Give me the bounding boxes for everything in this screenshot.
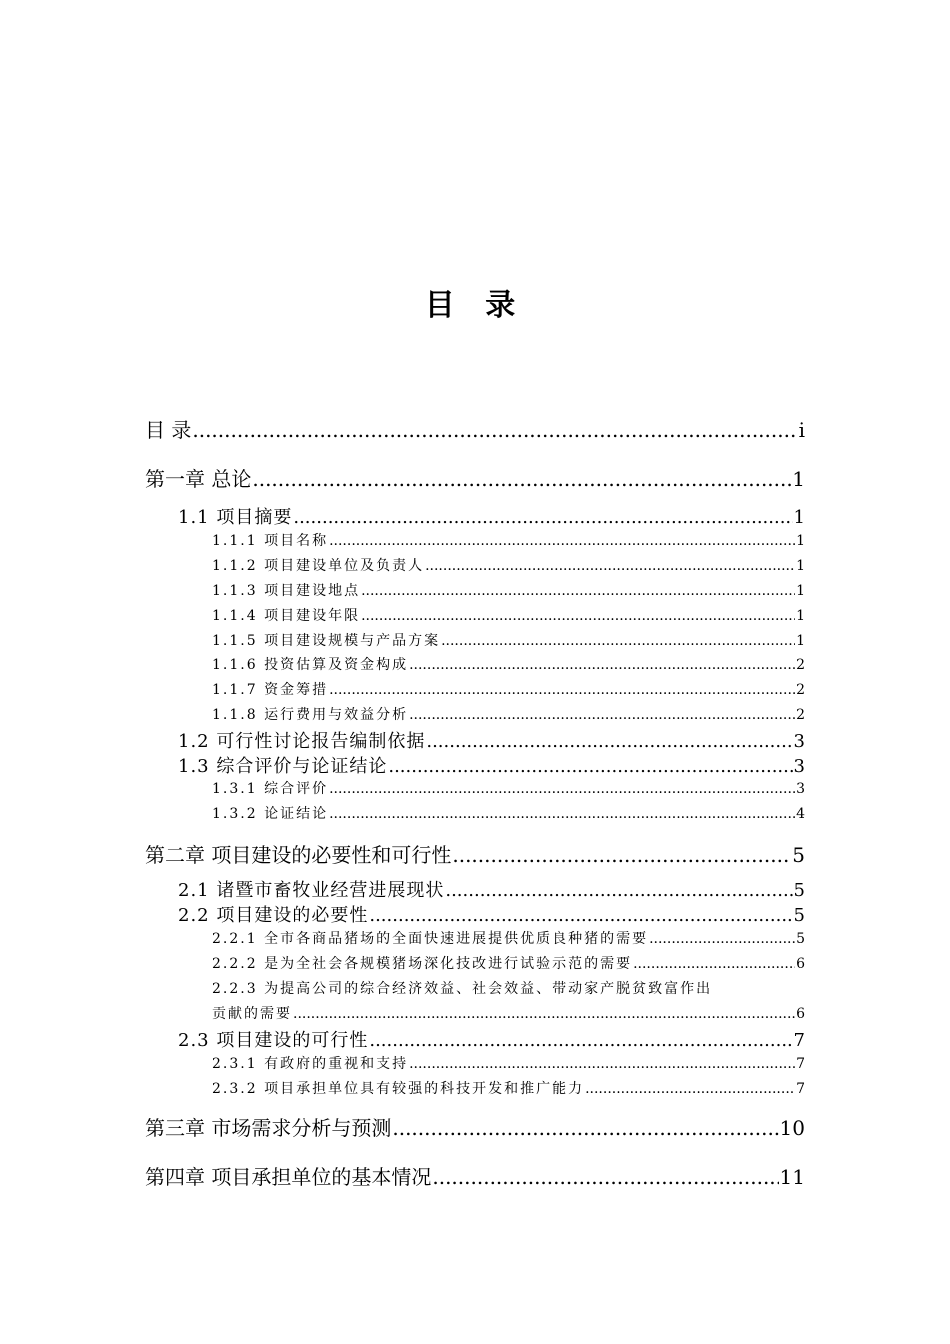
toc-entry[interactable] <box>145 839 805 868</box>
toc-entry-page: 5 <box>796 931 805 947</box>
toc-entry-page: 1 <box>796 583 805 599</box>
toc-title: 目 录 <box>424 288 526 323</box>
toc-entry[interactable] <box>178 876 805 902</box>
toc-entry[interactable] <box>145 463 805 492</box>
toc-entry-label: 第一章 总论 <box>145 467 252 491</box>
toc-entry-label: 2.3.2 项目承担单位具有较强的科技开发和推广能力 <box>212 1081 585 1097</box>
toc-entry[interactable] <box>212 580 805 600</box>
toc-leader-dots <box>361 583 795 599</box>
toc-leader-dots <box>329 781 795 797</box>
toc-leader-dots <box>329 806 795 822</box>
toc-entry[interactable] <box>212 928 805 948</box>
toc-entry[interactable] <box>212 803 805 823</box>
toc-entry-page: 5 <box>792 843 805 867</box>
toc-entry[interactable] <box>212 704 805 724</box>
toc-leader-dots <box>432 1165 778 1189</box>
toc-entry-label: 1.1.2 项目建设单位及负责人 <box>212 558 425 574</box>
toc-entry-page: 1 <box>796 633 805 649</box>
toc-leader-dots <box>409 657 795 673</box>
toc-entry-page: 3 <box>796 781 805 797</box>
toc-entry[interactable] <box>212 679 805 699</box>
toc-entry[interactable] <box>212 530 805 550</box>
toc-entry[interactable] <box>212 1003 805 1023</box>
toc-leader-dots <box>293 507 792 528</box>
toc-leader-dots <box>361 608 795 624</box>
toc-leader-dots <box>585 1081 795 1097</box>
toc-leader-dots <box>409 1056 795 1072</box>
toc-entry-label: 1.3 综合评价与论证结论 <box>178 756 388 777</box>
toc-entry-label: 第四章 项目承担单位的基本情况 <box>145 1165 432 1189</box>
toc-entry[interactable] <box>212 778 805 798</box>
toc-entry-page: 10 <box>779 1116 805 1140</box>
toc-entry[interactable] <box>178 727 805 753</box>
toc-leader-dots <box>329 682 795 698</box>
toc-entry-label: 1.3.1 综合评价 <box>212 781 329 797</box>
toc-entry-page: 1 <box>793 507 805 528</box>
toc-entry-page: 7 <box>796 1081 805 1097</box>
toc-leader-dots <box>425 558 795 574</box>
toc-leader-dots <box>426 731 792 752</box>
toc-leader-dots <box>452 843 791 867</box>
toc-entry-page: 5 <box>793 905 805 926</box>
toc-entry-page: 1 <box>796 533 805 549</box>
toc-entry-label: 目 录 <box>145 418 192 442</box>
toc-entry[interactable] <box>212 654 805 674</box>
toc-entry[interactable] <box>212 1078 805 1098</box>
toc-entry[interactable] <box>178 752 805 778</box>
toc-entry-page: 1 <box>796 608 805 624</box>
toc-leader-dots <box>633 956 795 972</box>
toc-entry-page: 4 <box>796 806 805 822</box>
toc-entry-page: 7 <box>796 1056 805 1072</box>
toc-leader-dots <box>649 931 795 947</box>
toc-entry[interactable] <box>145 1161 805 1190</box>
toc-leader-dots <box>388 756 792 777</box>
toc-entry-page: 3 <box>793 756 805 777</box>
toc-entry[interactable] <box>212 953 805 973</box>
toc-leader-dots <box>445 880 792 901</box>
toc-leader-dots <box>192 418 797 442</box>
toc-entry-page: 11 <box>779 1165 805 1189</box>
toc-entry-label: 1.2 可行性讨论报告编制依据 <box>178 731 426 752</box>
toc-entry[interactable] <box>178 901 805 927</box>
toc-entry-label: 1.1.5 项目建设规模与产品方案 <box>212 633 441 649</box>
toc-entry[interactable] <box>212 555 805 575</box>
toc-entry-label: 2.2 项目建设的必要性 <box>178 905 369 926</box>
toc-entry-page: i <box>798 418 805 442</box>
toc-entry-wrapped-first-line[interactable]: 2.2.3 为提高公司的综合经济效益、社会效益、带动家产脱贫致富作出 <box>212 981 713 997</box>
toc-leader-dots <box>369 905 792 926</box>
toc-entry-label: 2.1 诸暨市畜牧业经营进展现状 <box>178 880 445 901</box>
toc-entry-page: 7 <box>793 1030 805 1051</box>
toc-leader-dots <box>409 707 795 723</box>
toc-entry[interactable] <box>145 1112 805 1141</box>
toc-leader-dots <box>252 467 791 491</box>
toc-entry[interactable] <box>145 414 805 443</box>
toc-entry-label: 1.1 项目摘要 <box>178 507 293 528</box>
toc-entry-page: 3 <box>793 731 805 752</box>
toc-entry[interactable] <box>212 605 805 625</box>
toc-entry-label: 1.1.6 投资估算及资金构成 <box>212 657 409 673</box>
toc-entry-label: 1.1.4 项目建设年限 <box>212 608 361 624</box>
toc-entry-page: 2 <box>796 682 805 698</box>
toc-entry-label: 1.1.1 项目名称 <box>212 533 329 549</box>
toc-entry[interactable] <box>178 503 805 529</box>
toc-entry-label: 2.2.1 全市各商品猪场的全面快速进展提供优质良种猪的需要 <box>212 931 649 947</box>
toc-entry-label: 1.1.3 项目建设地点 <box>212 583 361 599</box>
toc-entry-label: 2.3 项目建设的可行性 <box>178 1030 369 1051</box>
toc-entry-label: 1.3.2 论证结论 <box>212 806 329 822</box>
toc-entry[interactable] <box>212 630 805 650</box>
toc-entry-page: 5 <box>793 880 805 901</box>
toc-entry[interactable] <box>212 1053 805 1073</box>
toc-leader-dots <box>293 1006 795 1022</box>
toc-entry-label: 2.3.1 有政府的重视和支持 <box>212 1056 409 1072</box>
toc-entry-label: 贡献的需要 <box>212 1006 292 1022</box>
toc-entry-page: 6 <box>796 1006 805 1022</box>
toc-entry-page: 1 <box>792 467 805 491</box>
toc-entry-label: 2.2.2 是为全社会各规模猪场深化技改进行试验示范的需要 <box>212 956 633 972</box>
toc-leader-dots <box>369 1030 792 1051</box>
toc-entry-page: 2 <box>796 657 805 673</box>
toc-entry[interactable] <box>178 1026 805 1052</box>
toc-entry-label: 第三章 市场需求分析与预测 <box>145 1116 392 1140</box>
toc-entry-label: 1.1.7 资金筹措 <box>212 682 329 698</box>
toc-entry-page: 6 <box>796 956 805 972</box>
toc-leader-dots <box>441 633 795 649</box>
toc-entry-page: 2 <box>796 707 805 723</box>
toc-entry-label: 1.1.8 运行费用与效益分析 <box>212 707 409 723</box>
toc-leader-dots <box>329 533 795 549</box>
toc-entry-label: 第二章 项目建设的必要性和可行性 <box>145 843 452 867</box>
toc-leader-dots <box>392 1116 778 1140</box>
toc-entry-page: 1 <box>796 558 805 574</box>
